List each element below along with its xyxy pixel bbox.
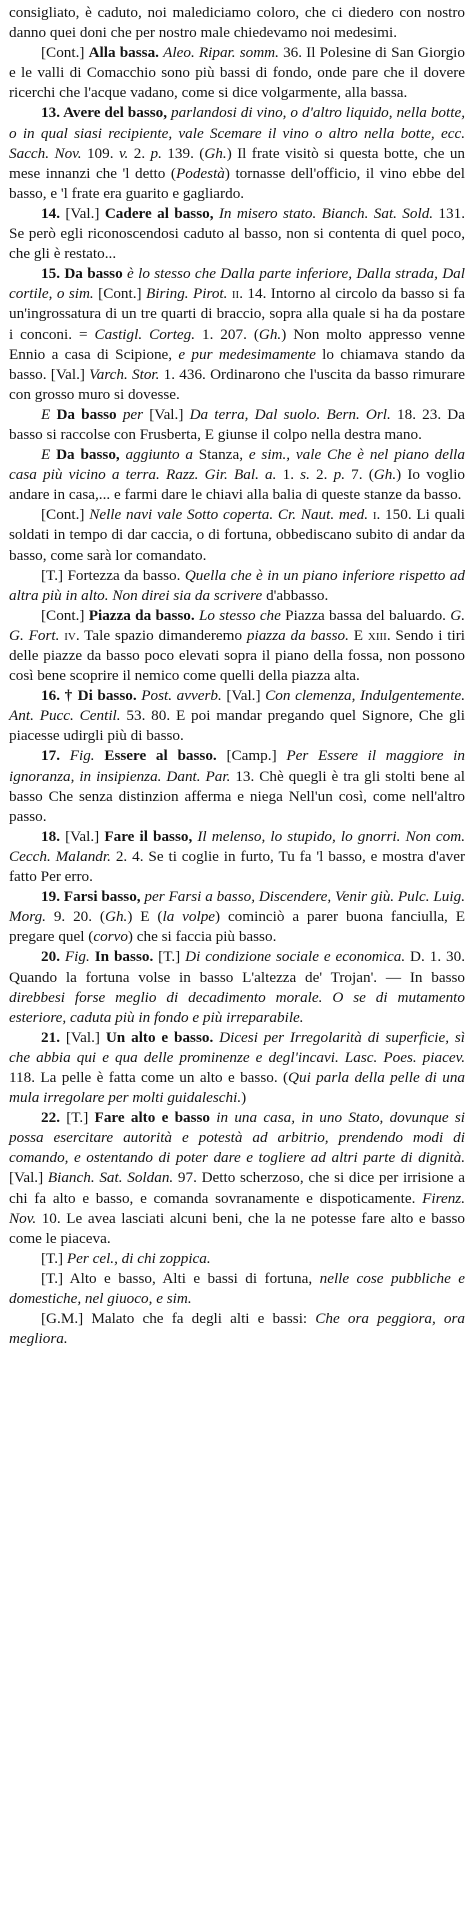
body-text: 9. 20. ( xyxy=(45,908,105,926)
body-text: . Tale spazio dimanderemo xyxy=(75,626,247,644)
italic-text: Post. avverb. xyxy=(141,687,222,705)
italic-text: aggiunto a xyxy=(125,446,193,464)
body-text: [Cont.] xyxy=(93,285,146,303)
body-text: lo chiamava stando da basso. [Val.] xyxy=(9,345,465,383)
body-text: 2. 4. Se ti coglie in furto, Tu fa 'l basso, e mostra d'aver fatto Per erro. xyxy=(9,847,465,886)
italic-text: Fig. xyxy=(64,948,90,966)
body-text: [T.] Fortezza da basso. xyxy=(41,566,185,584)
body-text: 10. Le avea lasciati alcuni beni, che la ne potesse fare alto e basso come le piaceva. xyxy=(9,1209,465,1247)
body-text: 18. 23. Da basso si raccolse con Frusberta, E giunse il colpo nella destra mano. xyxy=(9,405,466,443)
body-text: ii xyxy=(231,285,240,303)
italic-text: E xyxy=(41,405,57,423)
body-text: 1. xyxy=(276,466,301,484)
entry-heading: In basso. xyxy=(94,948,154,966)
italic-text: In misero stato. Bianch. Sat. Sold. xyxy=(218,204,434,222)
body-text: ) Io voglio andare in casa,... e farmi dare le chiavi alla balia di queste stanze da basso. xyxy=(9,466,466,504)
entry-heading: 19. Farsi basso, xyxy=(41,888,141,906)
body-text: 36. Il Polesine di San Giorgio e le valli di Comacchio sono più bassi di fondo, onde pare che il dovere ricerchi che l'acque vadano, come si dice volgarmente, alla bassa. xyxy=(9,44,465,102)
entry-paragraph xyxy=(9,947,465,1027)
body-text: xiii xyxy=(367,626,387,644)
italic-text: Qui parla della pelle di una mula irregolare per molti guidaleschi. xyxy=(9,1068,466,1107)
body-text: [G.M.] Malato che fa degli alti e bassi: xyxy=(41,1310,316,1328)
italic-text: Fig. xyxy=(69,747,95,765)
italic-text: in una casa, in uno Stato, dovunque si possa esercitare autorità e potestà ad arbitrio, prendendo modi di comando, e ostentando di poter dare e togliere ad altri parte di dignità. xyxy=(9,1109,466,1167)
body-text: 131. Se però egli riconoscendosi caduto al basso, non si contenta di quel poco, che gli è restato... xyxy=(9,204,466,263)
italic-text: Per Essere il maggiore in ignoranza, in insipienza. Dant. Par. xyxy=(9,747,465,785)
entry-heading: 16. † Di basso. xyxy=(41,687,137,705)
entry-paragraph xyxy=(9,686,465,746)
body-text: [Cont.] xyxy=(41,606,89,624)
italic-text: per xyxy=(122,405,144,423)
italic-text: corvo xyxy=(93,928,128,946)
entry-heading: 15. Da basso xyxy=(41,265,123,283)
italic-text: E xyxy=(41,446,57,464)
entry-paragraph xyxy=(9,264,465,405)
entry-paragraph xyxy=(9,1028,465,1108)
body-text: d'abbasso. xyxy=(262,586,329,604)
body-text: 7. ( xyxy=(345,466,374,484)
entry-heading: Fare il basso, xyxy=(104,827,193,845)
body-text: [Val.] xyxy=(59,827,105,845)
body-text: ) xyxy=(241,1089,247,1107)
italic-text: Da terra, Dal suolo. Bern. Orl. xyxy=(189,405,391,423)
body-text: . 150. Li quali soldati in tempo di dar caccia, o di fortuna, obbediscano subito di andar da basso, come sarà lor comandato. xyxy=(9,506,466,564)
body-text: 13. Chè quegli è tra gli stolti bene al basso Che senza distinzion afferma e niega Nell'un così, come nell'altro passo. xyxy=(9,767,466,825)
italic-text: p. xyxy=(333,466,346,484)
entry-heading: Un alto e basso. xyxy=(105,1028,214,1046)
body-text: iv xyxy=(64,626,76,644)
body-text: Piazza bassa del baluardo. xyxy=(280,606,451,624)
entry-paragraph xyxy=(9,566,465,606)
italic-text: Podestà xyxy=(175,164,225,182)
italic-text: Gh. xyxy=(373,466,397,484)
body-text: ) cominciò a parer buona fanciulla, E pregare quel ( xyxy=(9,908,465,946)
body-text: consigliato, è caduto, noi malediciamo coloro, che ci diedero con nostro danno quei doni che per nostro male chiedevamo noi medesimi. xyxy=(9,4,465,42)
italic-text: Firenz. Nov. xyxy=(9,1189,465,1227)
entry-paragraph xyxy=(9,505,465,565)
body-text: Stanza, xyxy=(192,446,249,464)
body-text: [Val.] xyxy=(143,405,190,423)
body-text xyxy=(95,747,105,764)
italic-text: Lo stesso che xyxy=(198,606,281,624)
body-text: E xyxy=(348,626,368,644)
body-text: 118. La pelle è fatta come un alto e basso. ( xyxy=(9,1068,289,1086)
body-text: [T.] xyxy=(41,1249,67,1267)
entry-heading: Fare alto e basso xyxy=(94,1109,211,1127)
body-text: [Camp.] xyxy=(216,747,287,765)
body-text: 109. xyxy=(81,144,119,162)
entry-heading: Alla bassa. xyxy=(88,44,159,62)
entry-paragraph xyxy=(9,1249,465,1269)
body-text: 2. xyxy=(309,466,334,484)
entry-heading: 13. Avere del basso, xyxy=(41,104,168,122)
body-text: ) che si faccia più basso. xyxy=(127,928,277,946)
entry-heading: Piazza da basso. xyxy=(88,606,195,624)
entry-paragraph xyxy=(9,827,465,887)
italic-text: v. xyxy=(118,144,129,162)
italic-text: e pur medesimamente xyxy=(178,345,316,363)
italic-text: Quella che è in un piano inferiore rispetto ad altra più in alto. Non direi sia da scrivere xyxy=(9,566,465,604)
body-text: [T.] Alto e basso, Alti e bassi di fortuna, xyxy=(41,1269,320,1287)
entry-paragraph xyxy=(9,103,465,203)
body-text: ) Non molto appresso venne Ennio a casa di Scipione, xyxy=(9,325,466,363)
body-text: [Cont.] xyxy=(41,506,90,524)
body-text: [T.] xyxy=(59,1109,95,1127)
italic-text: Nelle navi vale Sotto coperta. Cr. Naut. med. xyxy=(89,506,369,524)
italic-text: Il melenso, lo stupido, lo gnorri. Non com. Cecch. Malandr. xyxy=(9,827,466,865)
italic-text: p. xyxy=(150,144,162,162)
italic-text: Gh. xyxy=(258,325,282,343)
italic-text: Aleo. Ripar. somm. xyxy=(163,44,279,62)
italic-text: piazza da basso. xyxy=(246,626,349,644)
entry-heading: 21. xyxy=(41,1028,60,1046)
body-text: . Sendo i tiri delle piazze da basso poco elevati sopra il piano della fossa, non possono così bene scoprire il nemico come quelli della piazza alta. xyxy=(9,626,465,685)
italic-text: nelle cose pubbliche e domestiche, nel giuoco, e sim. xyxy=(9,1269,465,1307)
italic-text: per Farsi a basso, Discendere, Venir giù. Pulc. Luig. Morg. xyxy=(9,888,465,926)
entry-heading: Cadere al basso, xyxy=(104,204,214,222)
italic-text: Bianch. Sat. Soldan. xyxy=(47,1169,174,1187)
italic-text: Con clemenza, Indulgentemente. Ant. Pucc. Centil. xyxy=(9,687,465,725)
entry-heading: 17. xyxy=(41,747,70,765)
body-text: [Val.] xyxy=(59,204,105,222)
body-text: ) tornasse dell'officio, il vino ebbe del basso, e 'l frate era guarito e gagliardo. xyxy=(9,164,465,202)
entry-heading: 14. xyxy=(41,204,60,222)
entry-paragraph xyxy=(9,746,465,826)
body-text: . 14. Intorno al circolo da basso si fa un'ingrossatura di un tre quarti di braccio, sopra alla quale si ha da postare i conconi. = xyxy=(9,285,465,343)
italic-text: la volpe xyxy=(162,908,216,926)
entry-heading: Da basso, xyxy=(56,446,120,464)
entry-paragraph xyxy=(9,405,465,445)
entry-paragraph xyxy=(9,204,465,264)
entry-heading: Essere al basso. xyxy=(104,747,217,765)
italic-text: direbbesi forse meglio di decadimento morale. O se di mutamento esteriore, caduta più in fondo e più irreparabile. xyxy=(9,988,465,1026)
body-text: [Val.] xyxy=(59,1028,106,1046)
italic-text: Dicesi per Irregolarità di superficie, sì che abbia qui e qua delle prominenze e degl'incavi. Lasc. Poes. piacev. xyxy=(9,1028,466,1066)
italic-text: Che ora peggiora, ora megliora. xyxy=(9,1310,465,1348)
body-text: 1. 436. Ordinarono che l'uscita da basso rimurare con grosso muro si dovesse. xyxy=(9,365,465,403)
entry-heading: Da basso xyxy=(56,405,117,423)
body-text: 139. ( xyxy=(161,144,205,162)
body-text: [T.] xyxy=(153,948,186,966)
entry-heading: 20. xyxy=(41,948,65,966)
entry-heading: 22. xyxy=(41,1109,60,1127)
italic-text: Di condizione sociale e economica. xyxy=(185,948,406,966)
entry-paragraph xyxy=(9,887,465,947)
entry-paragraph xyxy=(9,606,465,686)
body-text: i xyxy=(372,506,377,524)
body-text: 97. Detto scherzoso, che si dice per irrisione a chi fa alto e basso, e comanda sovranamente e dispoticamente. xyxy=(9,1169,465,1207)
italic-text: Per cel., di chi zoppica. xyxy=(66,1249,211,1267)
body-text: 1. 207. ( xyxy=(195,325,259,343)
italic-text: Varch. Stor. xyxy=(89,365,160,383)
body-text: D. 1. 30. Quando la fortuna volse in basso L'altezza de' Trojan'. — In basso xyxy=(9,948,466,986)
body-text: [Cont.] xyxy=(41,44,89,62)
body-text: ) E ( xyxy=(127,908,163,926)
italic-text: e sim., vale Che è nel piano della casa più vicino a terra. Razz. Gir. Bal. a. xyxy=(9,446,465,484)
body-text: ) Il frate visitò si questa botte, che un mese innanzi che 'l detto ( xyxy=(9,144,466,182)
entry-paragraph xyxy=(9,43,465,103)
italic-text: Castigl. Corteg. xyxy=(94,325,196,343)
italic-text: parlandosi di vino, o d'altro liquido, nella botte, o in qual siasi recipiente, vale Scemare il vino o altro nella botte, ecc. Sacch. Nov. xyxy=(9,104,466,162)
entry-paragraph xyxy=(9,1309,465,1349)
entry-paragraph xyxy=(9,445,465,505)
italic-text: Gh. xyxy=(204,144,227,162)
entry-paragraph xyxy=(9,3,465,43)
body-text: [Val.] xyxy=(9,1169,48,1187)
italic-text: Gh. xyxy=(105,908,128,926)
italic-text: Biring. Pirot. xyxy=(145,285,228,303)
body-text: [Val.] xyxy=(221,687,266,705)
entry-heading: 18. xyxy=(41,827,60,845)
entry-paragraph xyxy=(9,1269,465,1309)
italic-text: G. G. Fort. xyxy=(9,606,465,644)
italic-text: s. xyxy=(300,466,310,484)
entry-paragraph xyxy=(9,1108,465,1249)
body-text: 2. xyxy=(128,144,151,162)
body-text: 53. 80. E poi mandar pregando quel Signore, Che gli piacesse udirgli più di basso. xyxy=(9,707,466,745)
italic-text: è lo stesso che Dalla parte inferiore, Dalla strada, Dal cortile, o sim. xyxy=(9,265,465,303)
